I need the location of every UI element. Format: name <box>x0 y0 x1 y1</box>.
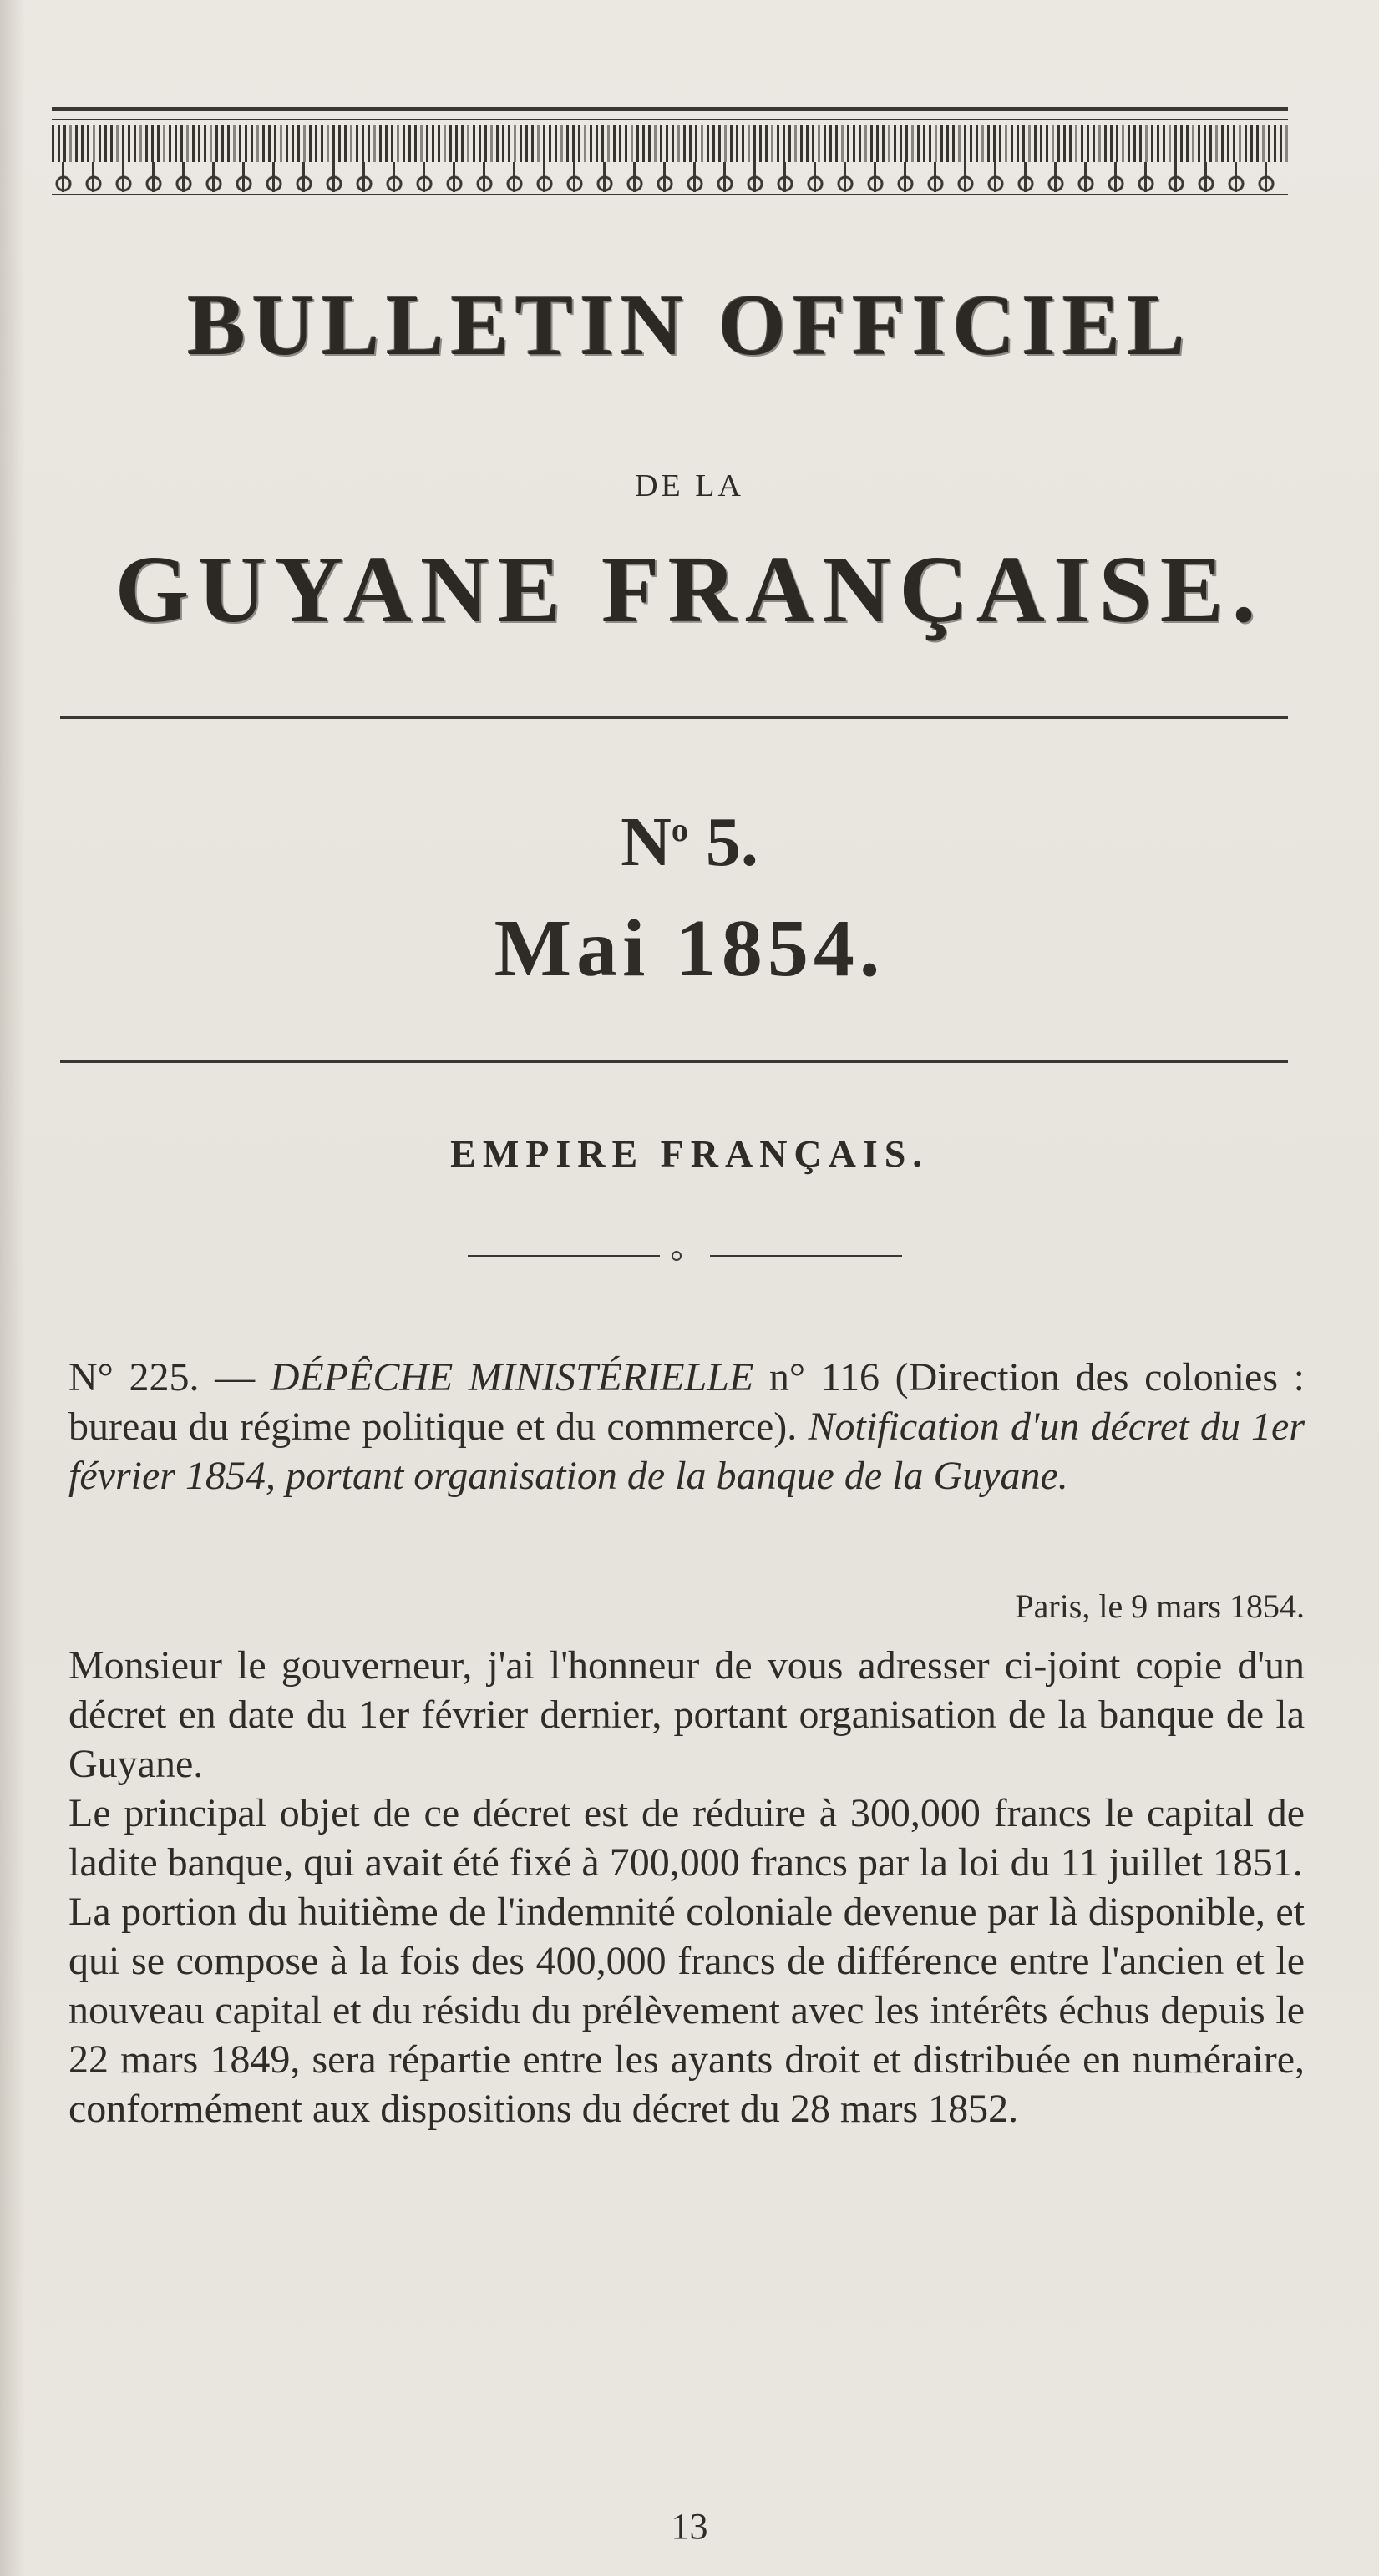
issue-number-prefix: N <box>621 803 672 881</box>
ornament-rule-top <box>52 107 1288 111</box>
paragraph: Monsieur le gouverneur, j'ai l'honneur de vous adresser ci-joint copie d'un décret en date du 1er février dernier, portant organisation de la banque de la Guyane. <box>68 1643 1305 1786</box>
title-de-la: DE LA <box>635 468 744 504</box>
rule-after-title <box>60 716 1288 719</box>
title-bulletin-officiel: BULLETIN OFFICIEL <box>187 277 1192 373</box>
gutter-shadow <box>0 0 25 2576</box>
issue-date: Mai 1854. <box>494 903 885 994</box>
page-folio: 13 <box>671 2506 708 2547</box>
document-body <box>68 1641 1305 2133</box>
issue-number <box>0 802 1379 883</box>
ornamental-header-band <box>52 107 1288 200</box>
rule-after-date <box>60 1060 1288 1063</box>
ornament-fringe <box>52 125 1288 162</box>
separator-ornament <box>468 1251 902 1261</box>
ornament-drops <box>52 162 1288 192</box>
document-ref-detail: n° 116 (Direction des colonies : bureau du régime politique et du commerce). <box>68 1355 1305 1449</box>
paragraph: La portion du huitième de l'indemnité coloniale devenue par là disponible, et qui se compose à la fois des 400,000 francs de différence entre l'ancien et le nouveau capital et du résidu du prélèvement avec les intérêts échus depuis le 22 mars 1849, sera répartie entre les ayants droit et distribuée en numéraire, conformément aux dispositions du décret du 28 mars 1852. <box>68 1890 1305 2131</box>
title-guyane-francaise: GUYANE FRANÇAISE. <box>114 536 1265 642</box>
place-date: Paris, le 9 mars 1854. <box>1015 1587 1305 1625</box>
document-ref-italic: Notification d'un décret du 1er février 1854, portant organisation de la banque de la Guyane. <box>68 1404 1305 1498</box>
issue-number-sup: o <box>671 811 688 848</box>
section-heading: EMPIRE FRANÇAIS. <box>450 1132 929 1175</box>
paragraph: Le principal objet de ce décret est de réduire à 300,000 francs le capital de ladite banque, qui avait été fixé à 700,000 francs par la loi du 11 juillet 1851. <box>68 1791 1305 1885</box>
document-heading <box>68 1353 1305 1501</box>
issue-number-value: 5. <box>705 803 758 881</box>
ornament-rule-bottom <box>52 194 1288 195</box>
document-ref-title: DÉPÊCHE MINISTÉRIELLE <box>270 1355 754 1399</box>
ornament-rule-mid <box>52 119 1288 120</box>
document-ref-prefix: N° 225. — <box>68 1355 271 1399</box>
